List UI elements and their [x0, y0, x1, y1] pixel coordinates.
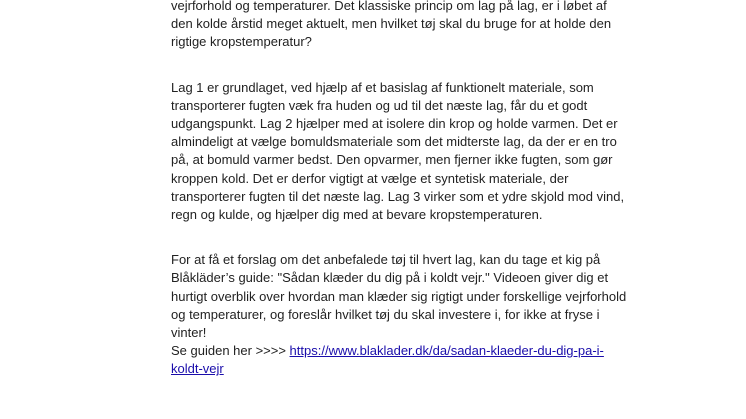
- text-line: transporterer fugten til det næste lag. Lag 3 virker som et ydre skjold mod vind,: [171, 188, 625, 204]
- guide-line: [171, 342, 661, 360]
- guide-link-continued[interactable]: koldt-vejr: [171, 361, 224, 377]
- text-line: transporterer fugten væk fra huden og ud til det næste lag, får du et godt: [171, 97, 588, 113]
- text-line: For at få et forslag om det anbefalede tøj til hvert lag, kan du tage et kig på: [171, 252, 601, 268]
- paragraph-spacer: [171, 224, 661, 251]
- text-line: og temperaturer, og foreslår hvilket tøj du skal investere i, for ikke at fryse i: [171, 306, 600, 322]
- text-line: udgangspunkt. Lag 2 hjælper med at isolere din krop og holde varmen. Det er: [171, 116, 618, 132]
- text-line: regn og kulde, og hjælper dig med at bevare kropstemperaturen.: [171, 207, 543, 223]
- text-line: vejrforhold og temperaturer. Det klassiske princip om lag på lag, er i løbet af: [171, 0, 607, 13]
- text-line: vinter!: [171, 325, 207, 341]
- text-line: Blåkläder’s guide: "Sådan klæder du dig på i koldt vejr." Videoen giver dig et: [171, 270, 609, 286]
- text-line: almindeligt at vælge bomuldsmateriale som det midterste lag, da der er en tro: [171, 134, 617, 150]
- guide-line-continued: [171, 360, 661, 378]
- text-line: hurtigt overblik over hvordan man klæder sig rigtigt under forskellige vejrforhold: [171, 288, 627, 304]
- text-line: på, at bomuld varmer bedst. Den opvarmer, men fjerner ikke fugten, som gør: [171, 152, 613, 168]
- text-line: Lag 1 er grundlaget, ved hjælp af et basislag af funktionelt materiale, som: [171, 79, 594, 95]
- article-body: [171, 0, 661, 379]
- paragraph-intro: [171, 0, 661, 52]
- text-line: rigtige kropstemperatur?: [171, 34, 312, 50]
- guide-link[interactable]: https://www.blaklader.dk/da/sadan-klaeder-du-dig-pa-i-: [289, 343, 604, 359]
- paragraph-spacer: [171, 52, 661, 79]
- text-line: kroppen kold. Det er derfor vigtigt at vælge et syntetisk materiale, der: [171, 170, 569, 186]
- guide-prefix: Se guiden her >>>>: [171, 343, 290, 359]
- paragraph-layers: [171, 79, 661, 225]
- paragraph-guide: [171, 251, 661, 378]
- text-line: den kolde årstid meget aktuelt, men hvilket tøj skal du bruge for at holde den: [171, 16, 612, 32]
